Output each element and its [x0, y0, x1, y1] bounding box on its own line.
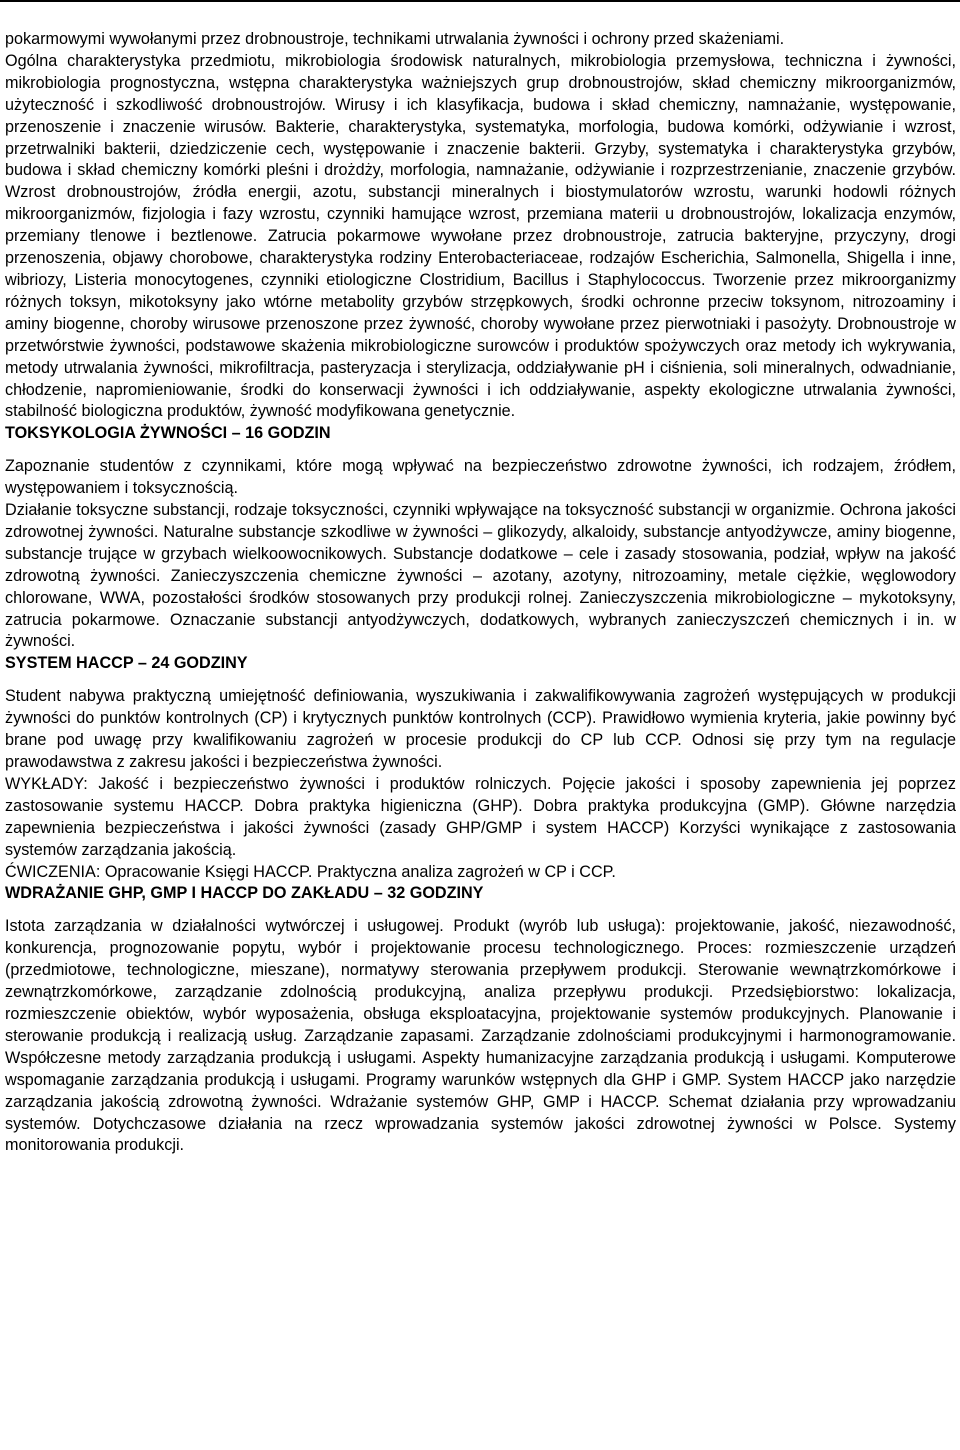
paragraph-microbiology-program: Ogólna charakterystyka przedmiotu, mikrobiologia środowisk naturalnych, mikrobiologia przemysłowa, techniczna i żywności, mikrobiologia prognostyczna, wstępna charakterystyka ważniejszych grup drobnoustrojów, skład chemiczny mikroorganizmów, użyteczność i szkodliwość drobnoustrojów. Wirusy i ich klasyfikacja, budowa i skład chemiczny, namnażanie, występowanie, przenoszenie i znaczenie wirusów. Bakterie, charakterystyka, systematyka, morfologia, budowa komórki, odżywianie i wzrost, przetrwalniki bakterii, dziedziczenie cech, występowanie i znaczenie bakterii. Grzyby, systematyka i charakterystyka grzybów, budowa i skład chemiczny komórki pleśni i drożdży, morfologia, namnażanie, odżywianie i rozprzestrzenianie, znaczenie grzybów. Wzrost drobnoustrojów, źródła energii, azotu, substancji mineralnych i biostymulatorów wzrostu, warunki hodowli różnych mikroorganizmów, fizjologia i fazy wzrostu, czynniki hamujące wzrost, przemiana materii u drobnoustrojów, lokalizacja enzymów, przemiany tlenowe i beztlenowe. Zatrucia pokarmowe wywołane przez drobnoustroje, zatrucia bakteryjne, przyczyny, drogi przenoszenia, objawy chorobowe, charakterystyka rodziny Enterobacteriaceae, rodzajów Escherichia, Salmonella, Shigella i inne, wibriozy, Listeria monocytogenes, czynniki etiologiczne Clostridium, Bacillus i Staphylococcus. Tworzenie przez mikroorganizmy różnych toksyn, mikotoksyny jako wtórne metabolity grzybów strzępkowych, środki ochronne przeciw toksynom, nitrozoaminy i aminy biogenne, choroby wirusowe przenoszone przez żywność, choroby wywołane przez pierwotniaki i pasożyty. Drobnoustroje w przetwórstwie żywności, podstawowe skażenia mikrobiologiczne surowców i produktów spożywczych oraz metody ich wykrywania, metody utrwalania żywności, mikrofiltracja, pasteryzacja i sterylizacja, oddziaływanie pH i ciśnienia, soli mineralnych, odwadnianie, chłodzenie, napromieniowanie, środki do konserwacji żywności i ich oddziaływanie, aspekty ekologiczne utrwalania żywności, stabilność biologiczna produktów, żywność modyfikowana genetycznie.	[5, 51, 956, 421]
paragraph-toxicology-program: Działanie toksyczne substancji, rodzaje toksyczności, czynniki wpływające na toksyczność substancji w organizmie. Ochrona jakości zdrowotnej żywności. Naturalne substancje szkodliwe w żywności – glikozydy, alkaloidy, substancje antyodżywcze, aminy biogenne, substancje trujące w grzybach wielkoowocnikowych. Substancje dodatkowe – cele i zasady stosowania, podział, wpływ na jakość zdrowotną żywności. Zanieczyszczenia chemiczne żywności – azotany, azotyny, nitrozoaminy, metale ciężkie, węglowodory chlorowane, WWA, pozostałości środków stosowanych przy produkcji rolnej. Zanieczyszczenia mikrobiologiczne – mykotoksyny, zatrucia pokarmowe. Oznaczanie substancji antyodżywczych, dodatkowych, wybranych zanieczyszczeń chemicznych i in. w żywności.	[5, 501, 956, 651]
top-border-line	[0, 0, 960, 2]
paragraph-toxicology-goal: Zapoznanie studentów z czynnikami, które mogą wpływać na bezpieczeństwo zdrowotne żywności, ich rodzajem, źródłem, występowaniem i toksycznością.	[5, 457, 956, 498]
heading-haccp-system: SYSTEM HACCP – 24 GODZINY	[5, 654, 248, 673]
heading-implementation: WDRAŻANIE GHP, GMP I HACCP DO ZAKŁADU – 32 GODZINY	[5, 884, 484, 903]
paragraph-implementation-program: Istota zarządzania w działalności wytwórczej i usługowej. Produkt (wyrób lub usługa): projektowanie, jakość, niezawodność, konkurencja, prognozowanie popytu, wybór i projektowanie procesu technologicznego. Proces: rozmieszczenie urządzeń (przedmiotowe, technologiczne, mieszane), normatywy sterowania przepływem produkcji. Sterowanie wewnątrzkomórkowe i zewnątrzkomórkowe, zarządzanie zdolnością produkcyjną, analiza przepływu produkcji. Przedsiębiorstwo: lokalizacja, rozmieszczenie obiektów, wybór wyposażenia, obsługa eksploatacyjna, projektowanie systemów produkcyjnych. Planowanie i sterowanie produkcją i realizacją usług. Zarządzanie zapasami. Zarządzanie zdolnościami produkcyjnymi i harmonogramowanie. Współczesne metody zarządzania produkcją i usługami. Aspekty humanizacyjne zarządzania produkcją i usługami. Komputerowe wspomaganie zarządzania produkcją i usługami. Programy warunków wstępnych dla GHP i GMP. System HACCP jako narzędzie zarządzania jakością zdrowotną żywności. Wdrażanie systemów GHP, GMP i HACCP. Schemat działania przy wprowadzaniu systemów. Dotychczasowe działania na rzecz wprowadzania systemów jakości zdrowotnej żywności w Polsce. Systemy monitorowania produkcji.	[5, 917, 956, 1155]
paragraph-haccp-outcomes: Student nabywa praktyczną umiejętność definiowania, wyszukiwania i zakwalifikowywania zagrożeń występujących w produkcji żywności do punktów kontrolnych (CP) i krytycznych punktów kontrolnych (CCP). Prawidłowo wymienia kryteria, jakie powinny być brane pod uwagę przy kwalifikowaniu zagrożeń w procesie produkcji do CP lub CCP. Odnosi się przy tym na regulacje prawodawstwa z zakresu jakości i bezpieczeństwa żywności.	[5, 687, 956, 771]
paragraph-haccp-lectures: WYKŁADY: Jakość i bezpieczeństwo żywności i produktów rolniczych. Pojęcie jakości i sposoby zapewnienia jej poprzez zastosowanie systemu HACCP. Dobra praktyka higieniczna (GHP). Dobra praktyka produkcyjna (GMP). Główne narzędzia zapewnienia bezpieczeństwa i jakości żywności (zasady GHP/GMP i system HACCP) Korzyści wynikające z zastosowania systemów zarządzania jakością.	[5, 774, 956, 859]
paragraph-intro-end: pokarmowymi wywołanymi przez drobnoustroje, technikami utrwalania żywności i ochrony przed skażeniami.	[5, 30, 785, 48]
heading-toxicology: TOKSYKOLOGIA ŻYWNOŚCI – 16 GODZIN	[5, 424, 331, 443]
paragraph-haccp-exercises: ĆWICZENIA: Opracowanie Księgi HACCP. Praktyczna analiza zagrożeń w CP i CCP.	[5, 862, 616, 881]
document-body	[5, 0, 956, 1157]
